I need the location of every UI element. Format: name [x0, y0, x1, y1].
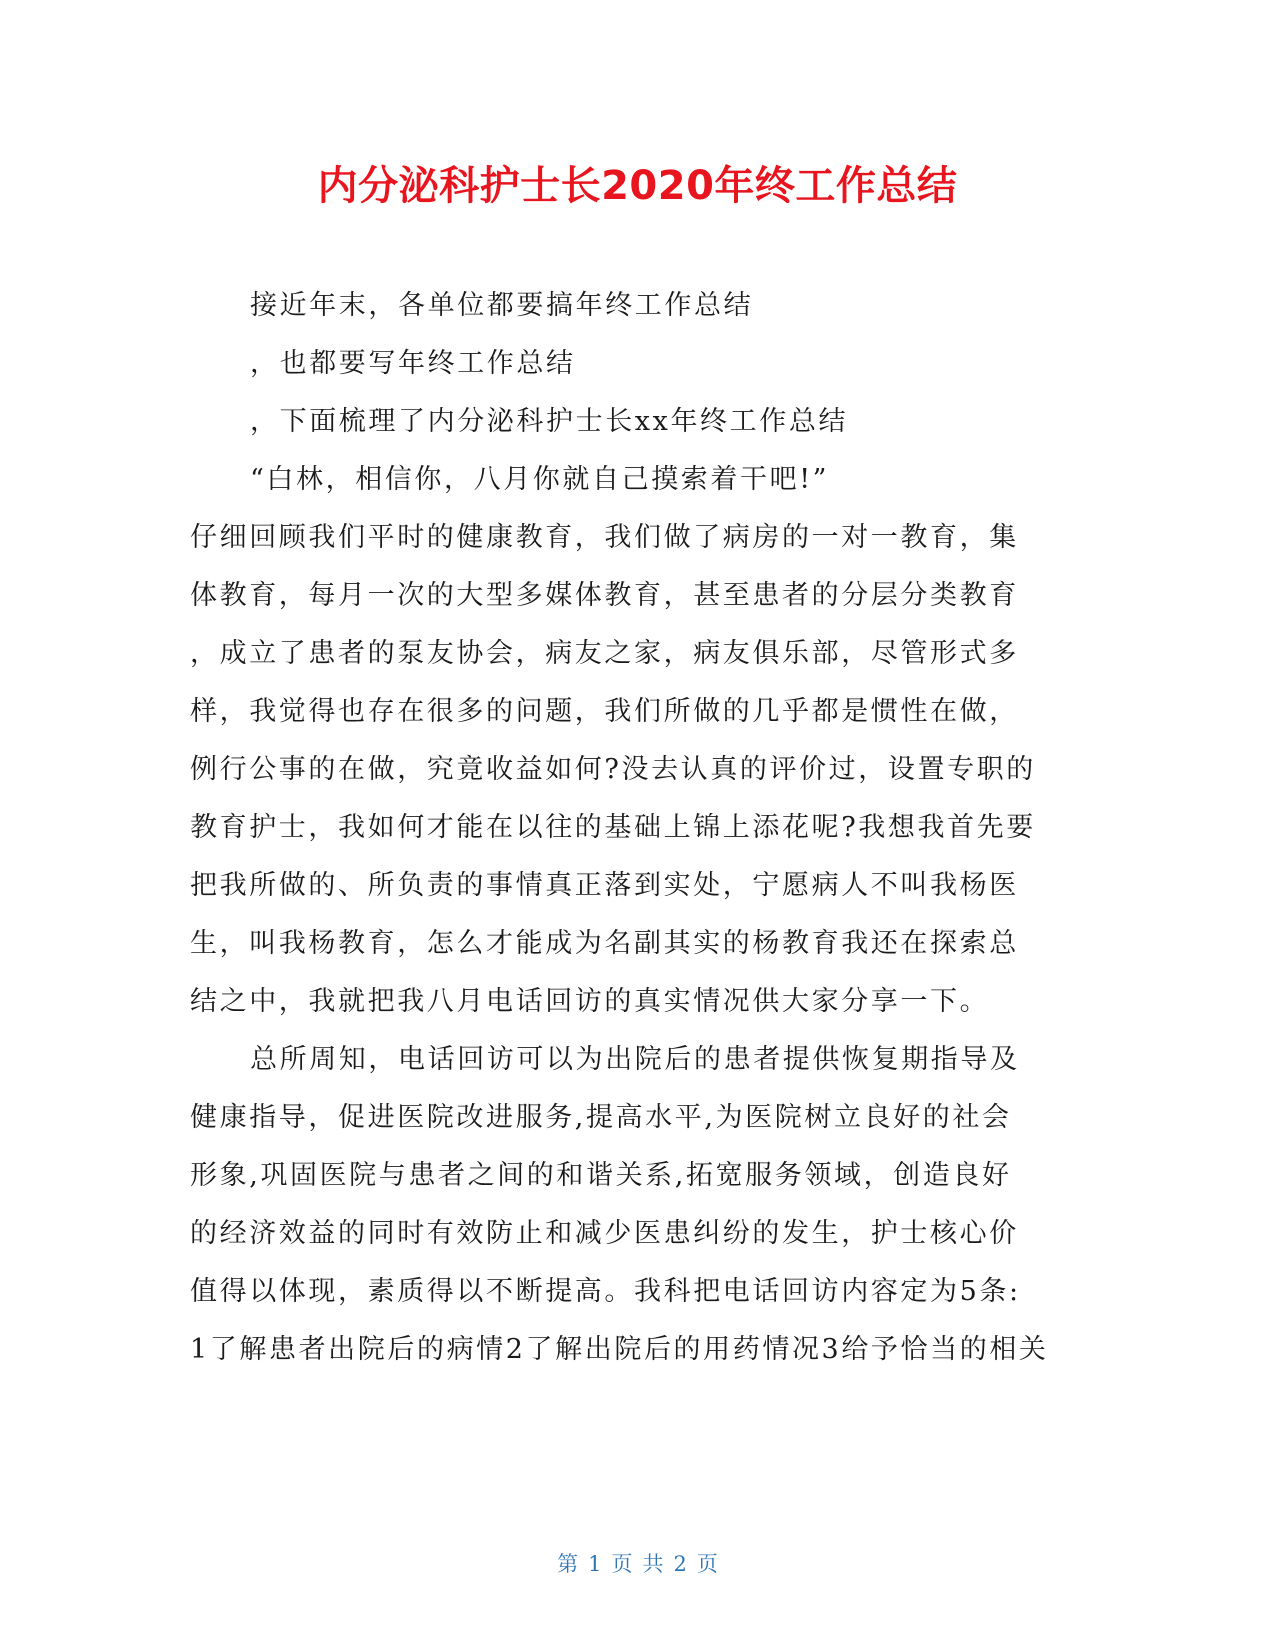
text-line: 总所周知，电话回访可以为出院后的患者提供恢复期指导及	[250, 1044, 1020, 1075]
page-total: 2	[673, 1552, 687, 1576]
page-current: 1	[588, 1552, 602, 1576]
text-line: 生，叫我杨教育，怎么才能成为名副其实的杨教育我还在探索总	[190, 928, 1019, 959]
text-line: 结之中，我就把我八月电话回访的真实情况供大家分享一下。	[190, 986, 990, 1017]
text-line: 形象,巩固医院与患者之间的和谐关系,拓宽服务领域，创造良好	[190, 1160, 1012, 1191]
text-line: 例行公事的在做，究竟收益如何?没去认真的评价过，设置专职的	[190, 754, 1036, 785]
text-line: ，成立了患者的泵友协会，病友之家，病友俱乐部，尽管形式多	[190, 638, 1019, 669]
text-line: 体教育，每月一次的大型多媒体教育，甚至患者的分层分类教育	[190, 580, 1019, 611]
page-label: 页	[696, 1552, 718, 1576]
text-line: 的经济效益的同时有效防止和减少医患纠纷的发生，护士核心价	[190, 1218, 1019, 1249]
document-title: 内分泌科护士长2020年终工作总结	[317, 163, 958, 209]
text-line: 把我所做的、所负责的事情真正落到实处，宁愿病人不叫我杨医	[190, 870, 1019, 901]
page-label: 共	[642, 1552, 664, 1576]
text-line: 健康指导，促进医院改进服务,提高水平,为医院树立良好的社会	[190, 1102, 1012, 1133]
text-line: “白林，相信你，八月你就自己摸索着干吧!”	[250, 464, 830, 495]
text-line: 值得以体现，素质得以不断提高。我科把电话回访内容定为5条:	[190, 1276, 1021, 1307]
text-line: 仔细回顾我们平时的健康教育，我们做了病房的一对一教育，集	[190, 522, 1019, 553]
text-line: 接近年末，各单位都要搞年终工作总结	[250, 290, 754, 321]
text-line: ，也都要写年终工作总结	[250, 348, 576, 379]
text-line: 样，我觉得也存在很多的问题，我们所做的几乎都是惯性在做，	[190, 696, 1019, 727]
page-label: 页	[611, 1552, 633, 1576]
page-label: 第	[557, 1552, 579, 1576]
text-line: ，下面梳理了内分泌科护士长xx年终工作总结	[250, 406, 849, 437]
text-line: 1了解患者出院后的病情2了解出院后的用药情况3给予恰当的相关	[190, 1334, 1049, 1365]
page-footer	[0, 1548, 1275, 1578]
text-line: 教育护士，我如何才能在以往的基础上锦上添花呢?我想我首先要	[190, 812, 1036, 843]
